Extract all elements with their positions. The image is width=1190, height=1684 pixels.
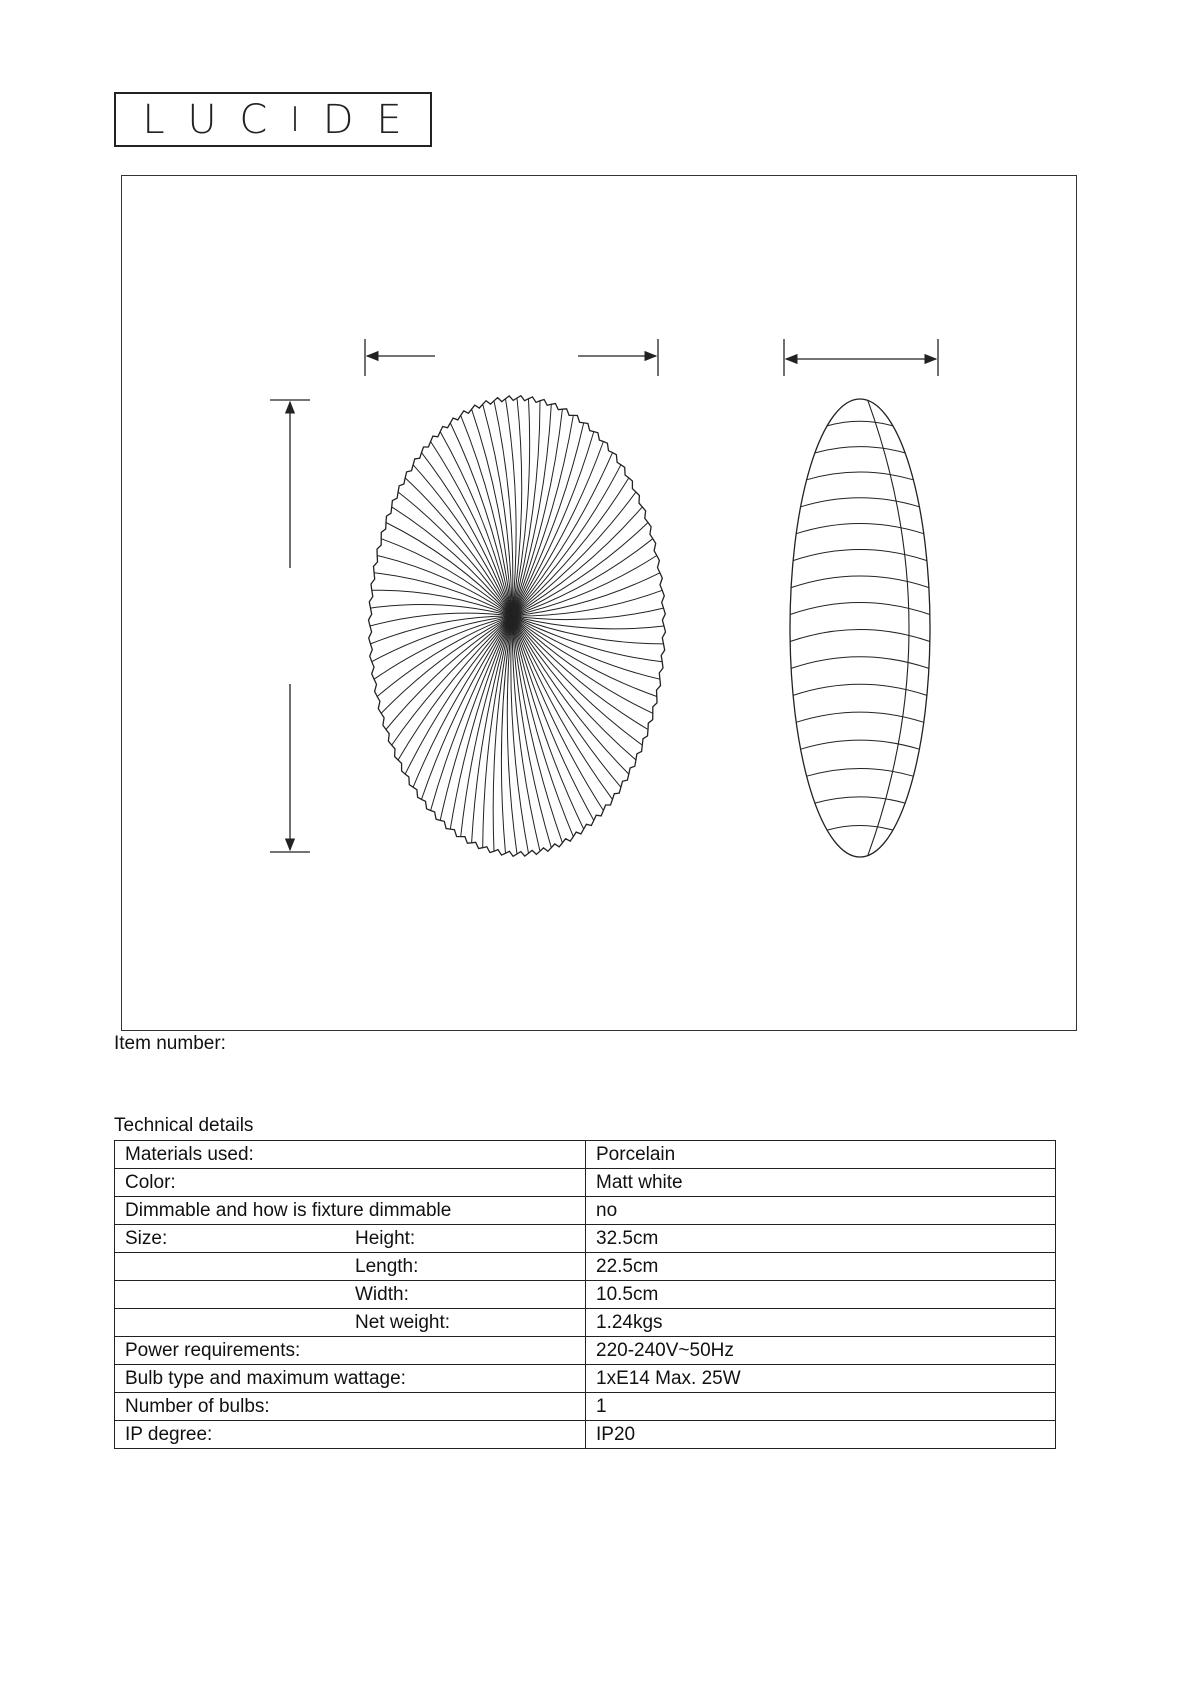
spec-label: Dimmable and how is fixture dimmable <box>125 1200 452 1221</box>
lamp-technical-drawing <box>122 176 1078 1032</box>
technical-drawing-frame <box>121 175 1077 1031</box>
lamp-front-rib <box>507 616 517 854</box>
spec-label: Number of bulbs: <box>125 1396 270 1417</box>
technical-details-title: Technical details <box>114 1115 254 1136</box>
table-row <box>115 1253 1056 1281</box>
lamp-side-rib <box>793 550 927 561</box>
lamp-front-rib <box>512 590 662 616</box>
spec-value: Matt white <box>586 1169 1056 1197</box>
lamp-front-rib <box>512 616 660 679</box>
spec-value: IP20 <box>586 1421 1056 1449</box>
lamp-front-view <box>369 396 666 857</box>
logo-letter: I <box>290 99 303 140</box>
lamp-side-rib <box>796 524 924 534</box>
spec-value: 1.24kgs <box>586 1309 1056 1337</box>
table-row <box>115 1141 1056 1169</box>
spec-sublabel: Height: <box>355 1228 416 1249</box>
lamp-front-rib <box>501 616 512 853</box>
spec-sublabel: Length: <box>355 1256 419 1277</box>
spec-value: 1xE14 Max. 25W <box>586 1365 1056 1393</box>
spec-label-cell <box>115 1281 586 1309</box>
side-width-dimension <box>784 339 938 376</box>
spec-label-cell <box>115 1169 586 1197</box>
logo-letter: E <box>376 96 404 143</box>
table-row <box>115 1393 1056 1421</box>
lamp-side-rib <box>807 768 914 776</box>
spec-label: Size: <box>125 1228 168 1249</box>
lamp-front-rib <box>512 523 648 617</box>
lamp-front-rib <box>512 616 636 760</box>
spec-label-cell <box>115 1141 586 1169</box>
front-width-dimension <box>365 339 658 376</box>
table-row <box>115 1281 1056 1309</box>
lamp-side-view <box>790 399 930 857</box>
logo-letter: C <box>239 96 270 143</box>
height-dimension <box>270 400 310 852</box>
lamp-side-rib <box>801 498 920 507</box>
lamp-side-rib <box>801 740 920 749</box>
lamp-side-rib <box>827 825 893 830</box>
lamp-front-rib <box>392 507 512 616</box>
spec-value: 32.5cm <box>586 1225 1056 1253</box>
item-number-label: Item number: <box>114 1033 226 1054</box>
spec-label-cell <box>115 1253 586 1281</box>
spec-label-cell <box>115 1197 586 1225</box>
spec-label: IP degree: <box>125 1424 213 1445</box>
lamp-front-rib <box>512 539 653 616</box>
spec-value: no <box>586 1197 1056 1225</box>
lamp-front-rib <box>374 573 512 616</box>
spec-label-cell <box>115 1337 586 1365</box>
lamp-side-rim <box>868 401 909 855</box>
spec-value: 10.5cm <box>586 1281 1056 1309</box>
spec-sublabel: Net weight: <box>355 1312 451 1333</box>
lamp-side-rib <box>807 472 914 480</box>
table-row <box>115 1365 1056 1393</box>
lamp-side-rib <box>827 421 893 426</box>
table-row <box>115 1421 1056 1449</box>
lucide-logo <box>114 92 432 147</box>
spec-value: 1 <box>586 1393 1056 1421</box>
lamp-front-rib <box>377 616 512 697</box>
logo-letter: L <box>142 96 167 143</box>
spec-label-cell <box>115 1225 586 1253</box>
lamp-front-rib <box>377 556 512 617</box>
spec-label-cell <box>115 1421 586 1449</box>
lamp-front-rib <box>512 573 660 616</box>
spec-label-cell <box>115 1393 586 1421</box>
logo-lettering <box>116 94 430 145</box>
logo-letter: U <box>187 96 219 143</box>
spec-label: Bulb type and maximum wattage: <box>125 1368 406 1389</box>
spec-value: Porcelain <box>586 1141 1056 1169</box>
lamp-side-rib <box>815 447 905 453</box>
lamp-front-rib <box>372 590 512 616</box>
lamp-side-rib <box>796 712 924 722</box>
table-row <box>115 1169 1056 1197</box>
lamp-side-rib <box>791 576 929 588</box>
spec-label-cell <box>115 1309 586 1337</box>
spec-sublabel: Width: <box>355 1284 409 1305</box>
spec-label: Power requirements: <box>125 1340 301 1361</box>
spec-label: Materials used: <box>125 1144 254 1165</box>
spec-value: 22.5cm <box>586 1253 1056 1281</box>
spec-value: 220-240V~50Hz <box>586 1337 1056 1365</box>
table-row <box>115 1197 1056 1225</box>
table-row <box>115 1309 1056 1337</box>
technical-details-table <box>114 1140 1056 1449</box>
table-row <box>115 1337 1056 1365</box>
logo-letter: D <box>322 96 356 143</box>
spec-label: Color: <box>125 1172 176 1193</box>
spec-label-cell <box>115 1365 586 1393</box>
lamp-front-rib <box>398 492 512 616</box>
lamp-side-rib <box>815 797 905 803</box>
table-row <box>115 1225 1056 1253</box>
